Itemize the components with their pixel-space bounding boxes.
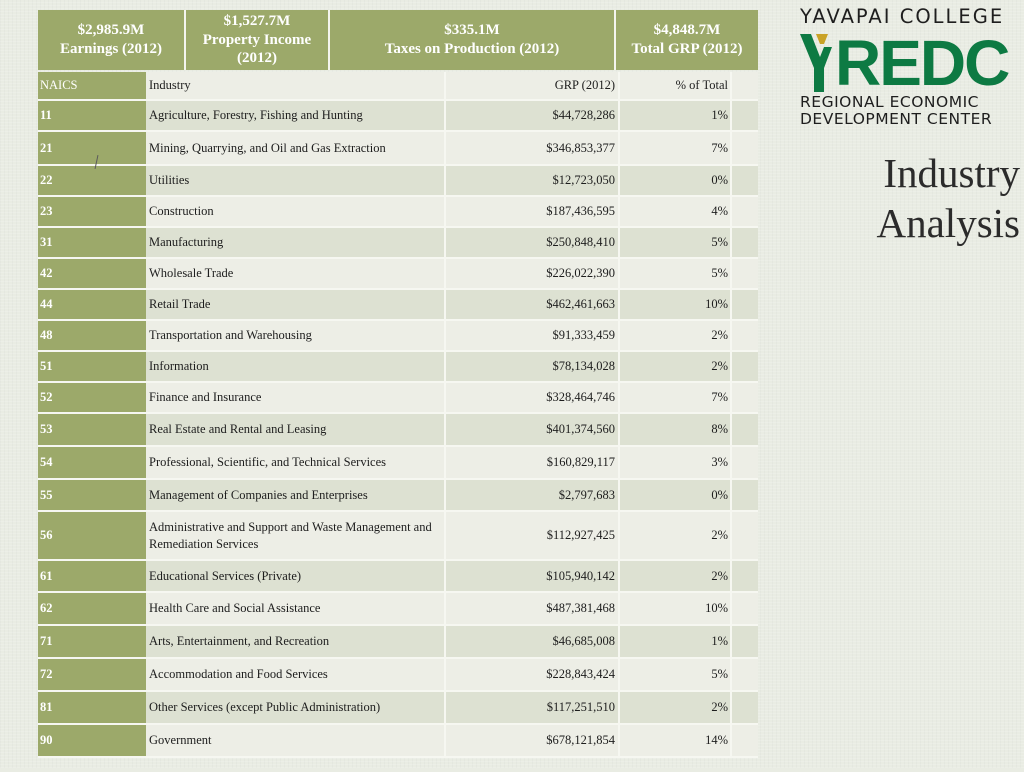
- industry-cell: Agriculture, Forestry, Fishing and Hunting: [146, 101, 444, 130]
- logo-redc-text: REDC: [835, 27, 1009, 99]
- pct-cell: 0%: [618, 166, 730, 195]
- grp-cell: $105,940,142: [444, 561, 618, 591]
- grp-cell: $78,134,028: [444, 352, 618, 381]
- pct-cell: 2%: [618, 321, 730, 350]
- pct-cell: 2%: [618, 512, 730, 559]
- table-row: [38, 101, 758, 132]
- industry-cell: Other Services (except Public Administration): [146, 692, 444, 723]
- table-gap-cell: [730, 692, 758, 723]
- industry-cell: Finance and Insurance: [146, 383, 444, 412]
- grp-cell: $250,848,410: [444, 228, 618, 257]
- table-gap-cell: [730, 383, 758, 412]
- grp-cell: $12,723,050: [444, 166, 618, 195]
- table-gap-cell: [730, 321, 758, 350]
- industry-cell: Wholesale Trade: [146, 259, 444, 288]
- industry-cell: Manufacturing: [146, 228, 444, 257]
- naics-cell: 22: [38, 166, 146, 195]
- naics-cell: 81: [38, 692, 146, 723]
- industry-table: [38, 72, 758, 772]
- summary-bar: [38, 10, 758, 70]
- logo-college-name: YAVAPAI COLLEGE: [800, 5, 1005, 28]
- grp-cell: $228,843,424: [444, 659, 618, 690]
- grp-cell: $462,461,663: [444, 290, 618, 319]
- table-gap-cell: [730, 626, 758, 657]
- naics-cell: 44: [38, 290, 146, 319]
- naics-cell: 52: [38, 383, 146, 412]
- pct-cell: 1%: [618, 101, 730, 130]
- pct-cell: 14%: [618, 725, 730, 756]
- table-row: [38, 383, 758, 414]
- table-row: [38, 414, 758, 447]
- pct-cell: 0%: [618, 480, 730, 510]
- table-row: [38, 626, 758, 659]
- industry-cell: Utilities: [146, 166, 444, 195]
- naics-cell: 71: [38, 626, 146, 657]
- industry-cell: Retail Trade: [146, 290, 444, 319]
- table-gap-cell: [730, 101, 758, 130]
- header-industry: Industry: [146, 72, 444, 99]
- table-gap-cell: [730, 72, 758, 99]
- pct-cell: 5%: [618, 259, 730, 288]
- table-gap-cell: [730, 725, 758, 756]
- pct-cell: 10%: [618, 290, 730, 319]
- naics-cell: 54: [38, 447, 146, 478]
- table-gap-cell: [730, 480, 758, 510]
- naics-cell: 62: [38, 593, 146, 624]
- table-gap-cell: [730, 512, 758, 559]
- table-gap-cell: [730, 414, 758, 445]
- logo-line-regional: REGIONAL ECONOMIC: [800, 93, 979, 111]
- table-header-row: [38, 72, 758, 101]
- title-line-2: Analysis: [876, 200, 1020, 246]
- table-gap-cell: [730, 228, 758, 257]
- industry-cell: Information: [146, 352, 444, 381]
- grp-cell: $187,436,595: [444, 197, 618, 226]
- grp-cell: $160,829,117: [444, 447, 618, 478]
- naics-cell: 90: [38, 725, 146, 756]
- pct-cell: 7%: [618, 132, 730, 164]
- industry-cell: Health Care and Social Assistance: [146, 593, 444, 624]
- table-row: [38, 692, 758, 725]
- pct-cell: 5%: [618, 228, 730, 257]
- table-row: [38, 290, 758, 321]
- summary-value: $4,848.7M: [653, 22, 721, 39]
- header-pct: % of Total: [618, 72, 730, 99]
- table-row: [38, 132, 758, 166]
- logo-line-development: DEVELOPMENT CENTER: [800, 110, 993, 128]
- table-gap-cell: [730, 659, 758, 690]
- summary-property-income: [186, 10, 330, 70]
- table-row: [38, 197, 758, 228]
- industry-cell: Management of Companies and Enterprises: [146, 480, 444, 510]
- pct-cell: 3%: [618, 447, 730, 478]
- page-title: [830, 148, 1020, 248]
- industry-cell: Mining, Quarrying, and Oil and Gas Extraction: [146, 132, 444, 164]
- naics-cell: 11: [38, 101, 146, 130]
- table-row: [38, 228, 758, 259]
- naics-cell: 21: [38, 132, 146, 164]
- table-row: [38, 561, 758, 593]
- industry-cell: Government: [146, 725, 444, 756]
- table-gap-cell: [730, 290, 758, 319]
- summary-label: Taxes on Production (2012): [384, 41, 560, 57]
- summary-value: $1,527.7M: [223, 12, 291, 29]
- header-naics: NAICS: [38, 72, 146, 99]
- table-gap-cell: [730, 561, 758, 591]
- summary-label: Earnings (2012): [59, 41, 163, 57]
- naics-cell: 31: [38, 228, 146, 257]
- summary-value: $2,985.9M: [77, 22, 145, 39]
- table-row: [38, 593, 758, 626]
- naics-cell: 55: [38, 480, 146, 510]
- pct-cell: 2%: [618, 692, 730, 723]
- table-row: [38, 259, 758, 290]
- naics-cell: 48: [38, 321, 146, 350]
- grp-cell: $46,685,008: [444, 626, 618, 657]
- table-row: [38, 321, 758, 352]
- naics-cell: 72: [38, 659, 146, 690]
- table-row: [38, 352, 758, 383]
- table-row: [38, 512, 758, 561]
- table-gap-cell: [730, 132, 758, 164]
- title-line-1: Industry: [883, 150, 1020, 196]
- industry-cell: Transportation and Warehousing: [146, 321, 444, 350]
- summary-label: Property Income (2012): [202, 31, 312, 67]
- grp-cell: $328,464,746: [444, 383, 618, 412]
- grp-cell: $44,728,286: [444, 101, 618, 130]
- grp-cell: $401,374,560: [444, 414, 618, 445]
- industry-cell: Accommodation and Food Services: [146, 659, 444, 690]
- summary-value: $335.1M: [444, 22, 500, 39]
- table-row: [38, 447, 758, 480]
- pct-cell: 8%: [618, 414, 730, 445]
- table-gap-cell: [730, 447, 758, 478]
- pct-cell: 1%: [618, 626, 730, 657]
- naics-cell: 53: [38, 414, 146, 445]
- pct-cell: 2%: [618, 352, 730, 381]
- grp-cell: $91,333,459: [444, 321, 618, 350]
- grp-cell: $346,853,377: [444, 132, 618, 164]
- summary-taxes: [330, 10, 616, 70]
- naics-cell: 23: [38, 197, 146, 226]
- grp-cell: $226,022,390: [444, 259, 618, 288]
- industry-cell: Arts, Entertainment, and Recreation: [146, 626, 444, 657]
- summary-label: Total GRP (2012): [631, 41, 743, 57]
- logo-mark: [800, 27, 1022, 99]
- industry-cell: Professional, Scientific, and Technical Services: [146, 447, 444, 478]
- table-gap-cell: [730, 259, 758, 288]
- industry-cell: Real Estate and Rental and Leasing: [146, 414, 444, 445]
- summary-total-grp: [616, 10, 758, 70]
- naics-cell: 51: [38, 352, 146, 381]
- pct-cell: 2%: [618, 561, 730, 591]
- grp-cell: $678,121,854: [444, 725, 618, 756]
- y-mark-icon: [800, 34, 832, 92]
- industry-cell: Educational Services (Private): [146, 561, 444, 591]
- table-row: [38, 480, 758, 512]
- grp-cell: $112,927,425: [444, 512, 618, 559]
- naics-cell: 42: [38, 259, 146, 288]
- grp-cell: $487,381,468: [444, 593, 618, 624]
- pct-cell: 7%: [618, 383, 730, 412]
- table-gap-cell: [730, 352, 758, 381]
- naics-cell: 61: [38, 561, 146, 591]
- grp-cell: $2,797,683: [444, 480, 618, 510]
- summary-earnings: [38, 10, 186, 70]
- grp-cell: $117,251,510: [444, 692, 618, 723]
- table-row: [38, 659, 758, 692]
- table-row: [38, 166, 758, 197]
- yavapai-redc-logo: [800, 6, 1022, 134]
- table-row: [38, 725, 758, 758]
- table-gap-cell: [730, 197, 758, 226]
- table-gap-cell: [730, 166, 758, 195]
- naics-cell: 56: [38, 512, 146, 559]
- pct-cell: 5%: [618, 659, 730, 690]
- industry-cell: Administrative and Support and Waste Management and Remediation Services: [146, 512, 444, 559]
- pct-cell: 4%: [618, 197, 730, 226]
- pct-cell: 10%: [618, 593, 730, 624]
- industry-cell: Construction: [146, 197, 444, 226]
- header-grp: GRP (2012): [444, 72, 618, 99]
- table-gap-cell: [730, 593, 758, 624]
